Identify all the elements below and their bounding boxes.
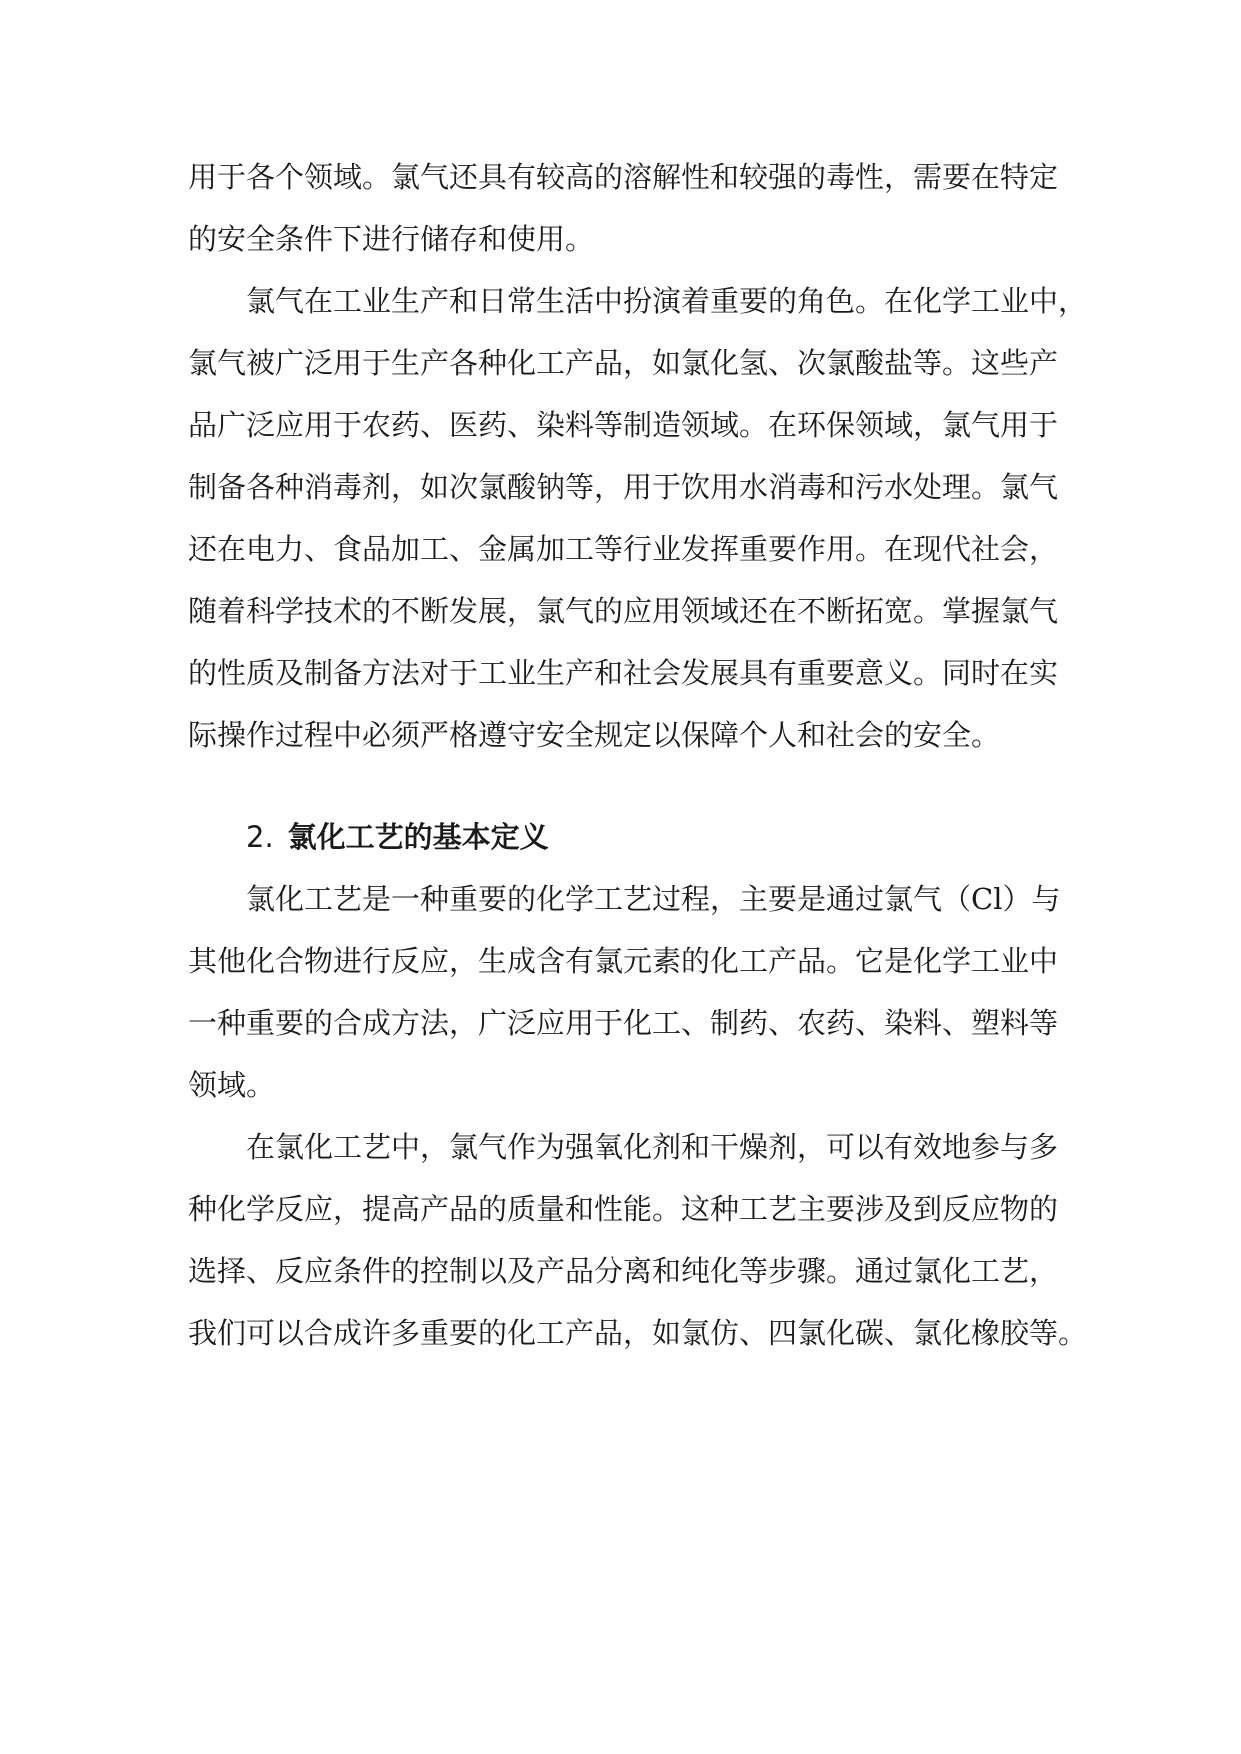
text-line: 氯气被广泛用于生产各种化工产品，如氯化氢、次氯酸盐等。这些产	[188, 346, 1059, 380]
text-line: 的性质及制备方法对于工业生产和社会发展具有重要意义。同时在实	[188, 656, 1059, 690]
text-line: 在氯化工艺中，氯气作为强氧化剂和干燥剂，可以有效地参与多	[246, 1130, 1059, 1164]
paragraph-chlorination-process	[188, 1116, 1088, 1364]
section-number: 2.	[246, 820, 274, 854]
text-line: 际操作过程中必须严格遵守安全规定以保障个人和社会的安全。	[188, 718, 1001, 752]
text-line: 用于各个领域。氯气还具有较高的溶解性和较强的毒性，需要在特定	[188, 160, 1059, 194]
text-line: 氯气在工业生产和日常生活中扮演着重要的角色。在化学工业中，	[246, 284, 1088, 318]
paragraph-chlorination-definition	[188, 868, 1061, 1116]
paragraph-chlorine-applications	[188, 270, 1088, 766]
text-line: 其他化合物进行反应，生成含有氯元素的化工产品。它是化学工业中	[188, 944, 1059, 978]
text-line: 我们可以合成许多重要的化工产品，如氯仿、四氯化碳、氯化橡胶等。	[188, 1316, 1088, 1350]
text-line: 选择、反应条件的控制以及产品分离和纯化等步骤。通过氯化工艺，	[188, 1254, 1059, 1288]
text-line: 制备各种消毒剂，如次氯酸钠等，用于饮用水消毒和污水处理。氯气	[188, 470, 1059, 504]
section-heading	[188, 806, 1058, 868]
document-page	[188, 146, 1088, 1364]
text-line: 随着科学技术的不断发展，氯气的应用领域还在不断拓宽。掌握氯气	[188, 594, 1059, 628]
section-title: 氯化工艺的基本定义	[287, 820, 549, 854]
text-line: 的安全条件下进行储存和使用。	[188, 222, 595, 256]
paragraph-chlorine-properties-continued	[188, 146, 1058, 270]
text-line: 还在电力、食品加工、金属加工等行业发挥重要作用。在现代社会，	[188, 532, 1059, 566]
text-line: 种化学反应，提高产品的质量和性能。这种工艺主要涉及到反应物的	[188, 1192, 1059, 1226]
text-line: 一种重要的合成方法，广泛应用于化工、制药、农药、染料、塑料等	[188, 1006, 1059, 1040]
text-line: 氯化工艺是一种重要的化学工艺过程，主要是通过氯气（Cl）与	[246, 882, 1061, 916]
text-line: 领域。	[188, 1068, 276, 1102]
text-line: 品广泛应用于农药、医药、染料等制造领域。在环保领域，氯气用于	[188, 408, 1059, 442]
